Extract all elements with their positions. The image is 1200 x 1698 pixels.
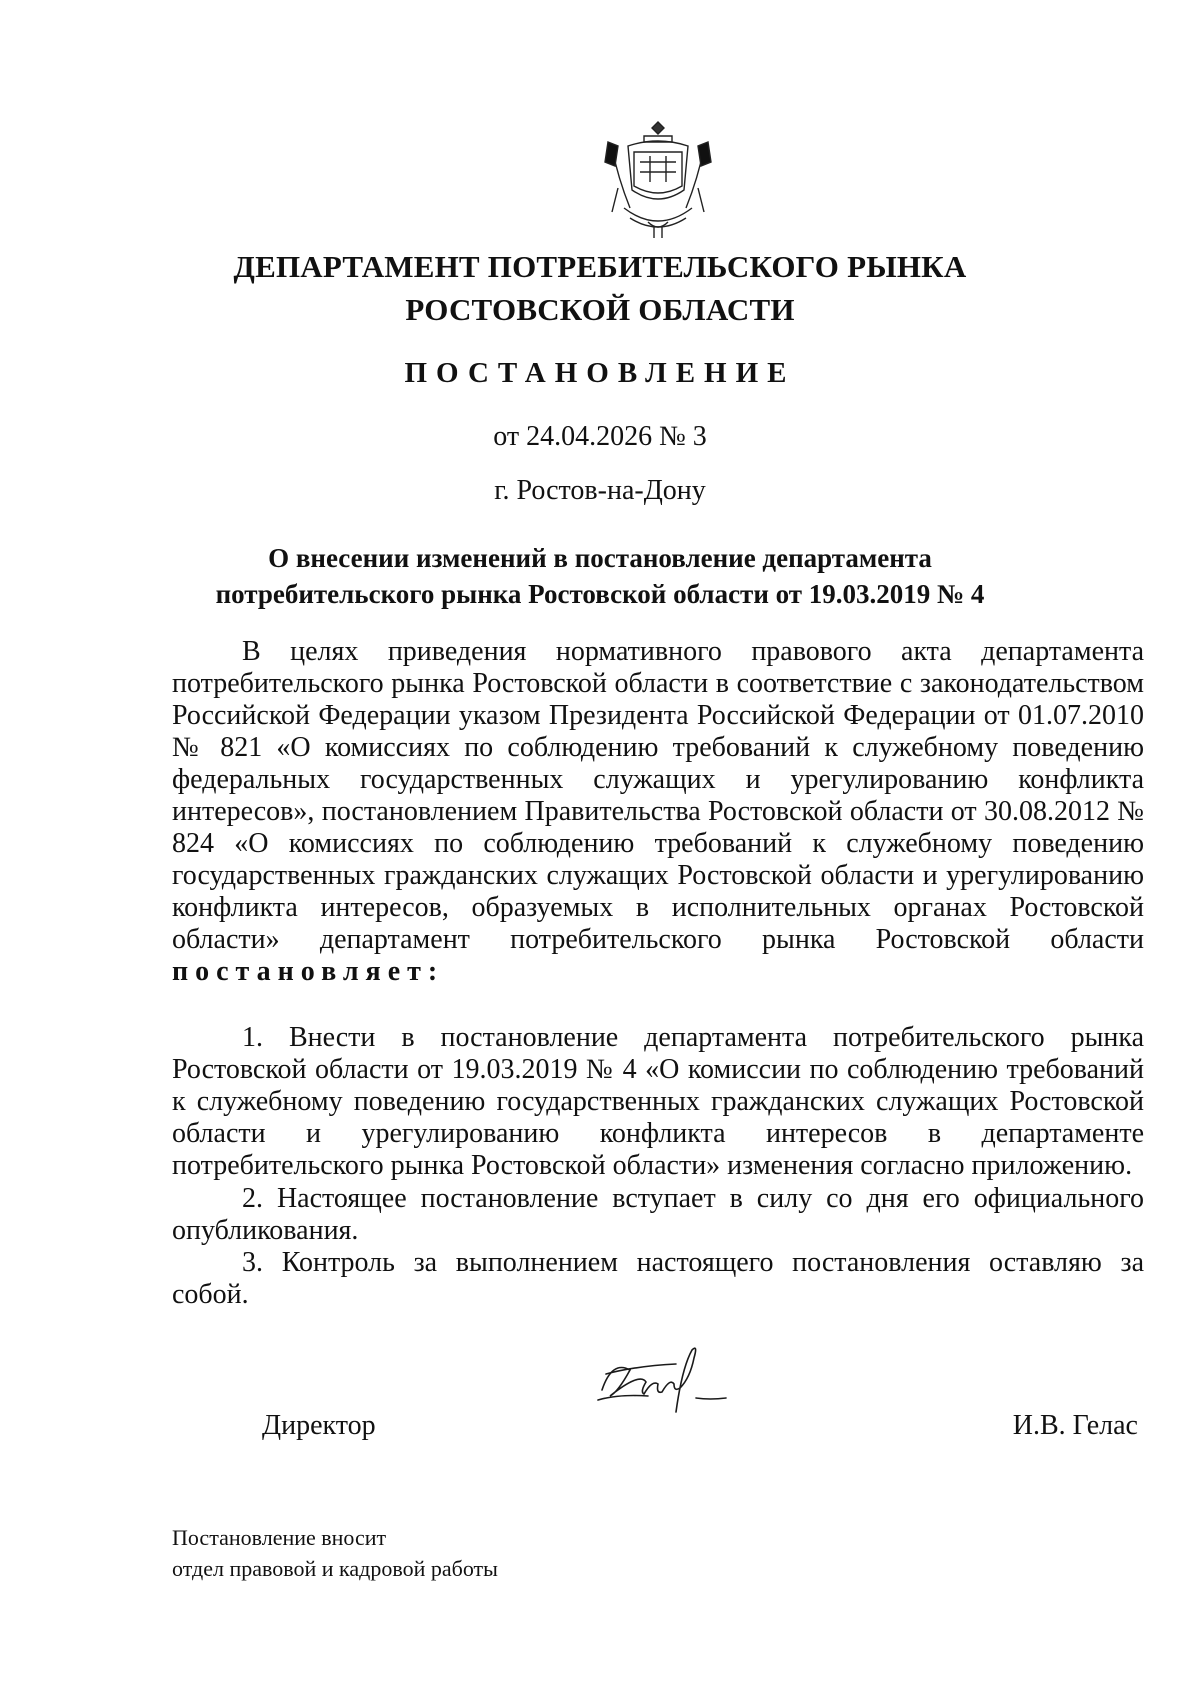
department-line-1: ДЕПАРТАМЕНТ ПОТРЕБИТЕЛЬСКОГО РЫНКА <box>233 249 967 284</box>
subject-line-1: О внесении изменений в постановление департамента <box>268 543 932 573</box>
item-1: 1. Внести в постановление департамента потребительского рынка Ростовской области от 19.03.2019 № 4 «О комиссии по соблюдению требований к служебному поведению государственных гражданских служащих Ростовской области и урегулированию конфликта интересов в департаменте потребительского рынка Ростовской области» изменения согласно приложению. <box>172 1022 1144 1181</box>
item-3: 3. Контроль за выполнением настоящего постановления оставляю за собой. <box>172 1247 1144 1310</box>
document-subject <box>0 540 1200 612</box>
city: г. Ростов-на-Дону <box>494 475 706 506</box>
date-number: от 24.04.2026 № 3 <box>493 421 707 452</box>
document-type: ПОСТАНОВЛЕНИЕ <box>404 357 796 389</box>
submitted-by-line-2: отдел правовой и кадровой работы <box>172 1556 498 1581</box>
department-name <box>0 245 1200 331</box>
preamble-paragraph <box>172 636 1144 988</box>
signer-name: И.В. Гелас <box>1012 1410 1138 1441</box>
coat-of-arms-icon <box>604 118 712 244</box>
preamble-text: В целях приведения нормативного правового акта департамента потребительского рынка Ростовской области в соответствие с законодательством Российской Федерации указом Президента Российской Федерации от 01.07.2010 № 821 «О комиссиях по соблюдению требований к служебному поведению федеральных государственных служащих и урегулированию конфликта интересов», постановлением Правительства Ростовской области от 30.08.2012 № 824 «О комиссиях по соблюдению требований к служебному поведению государственных гражданских служащих Ростовской области и урегулированию конфликта интересов, образуемых в исполнительных органах Ростовской области» департамент потребительского рынка Ростовской области <box>172 636 1144 955</box>
submitted-by <box>172 1522 498 1584</box>
subject-line-2: потребительского рынка Ростовской области от 19.03.2019 № 4 <box>215 579 985 609</box>
resolves-word: постановляет: <box>172 956 445 987</box>
submitted-by-line-1: Постановление вносит <box>172 1525 387 1550</box>
item-2: 2. Настоящее постановление вступает в силу со дня его официального опубликования. <box>172 1183 1144 1246</box>
department-line-2: РОСТОВСКОЙ ОБЛАСТИ <box>405 292 795 327</box>
signer-position: Директор <box>262 1410 376 1441</box>
handwritten-signature <box>592 1340 752 1426</box>
